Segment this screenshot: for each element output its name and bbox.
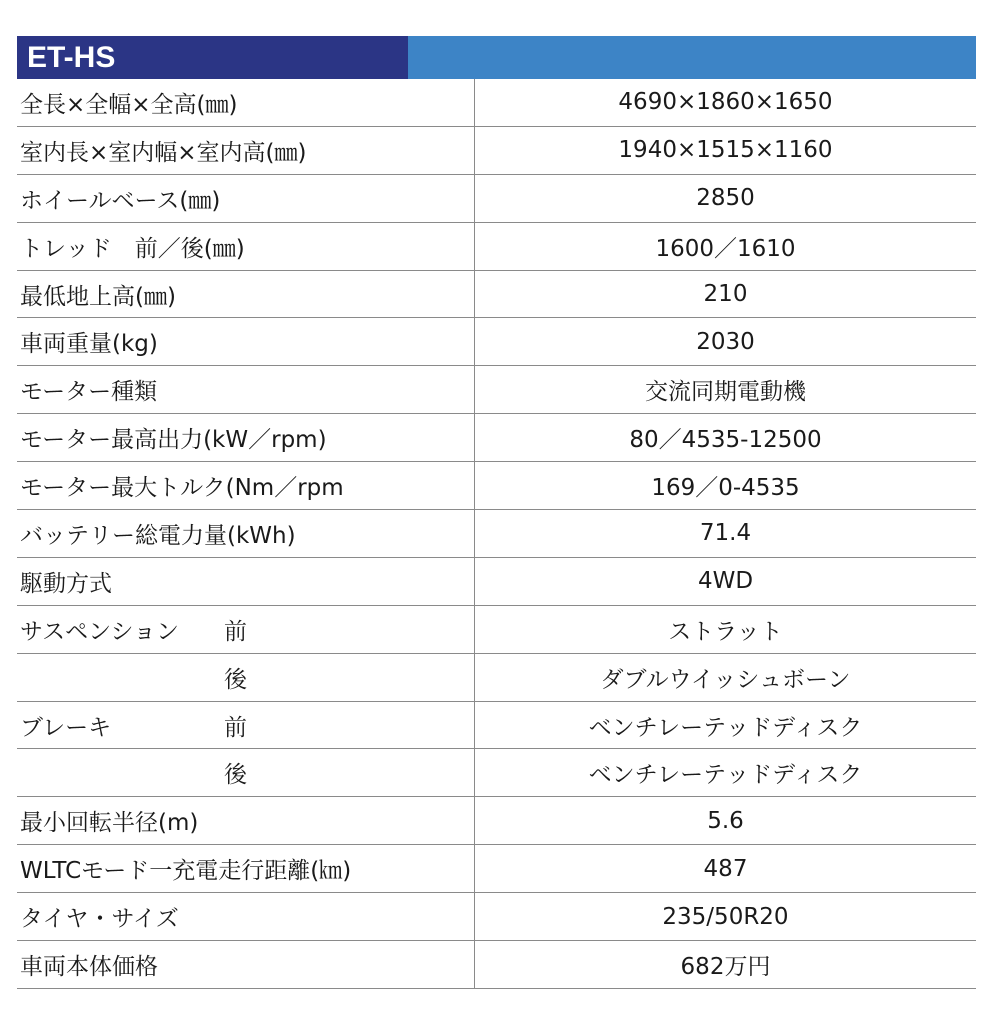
spec-label-cell (17, 414, 475, 461)
spec-sublabel: 前 (224, 714, 247, 741)
spec-value: 2030 (696, 328, 755, 355)
spec-header (17, 36, 976, 79)
spec-label: モーター種類 (20, 379, 158, 406)
model-title: ET-HS (17, 36, 408, 79)
spec-label: 全長×全幅×全高(㎜) (20, 91, 238, 118)
spec-value: 487 (703, 855, 748, 882)
spec-label-cell (17, 510, 475, 557)
spec-row (17, 271, 976, 319)
spec-value: 5.6 (707, 807, 744, 834)
spec-label: 最低地上高(㎜) (20, 283, 176, 310)
spec-row (17, 318, 976, 366)
spec-label: モーター最高出力(kW／rpm) (20, 427, 327, 454)
spec-rows (17, 79, 976, 989)
spec-label: トレッド 前／後(㎜) (20, 235, 245, 262)
spec-row (17, 606, 976, 654)
spec-value: 682万円 (680, 953, 771, 980)
spec-row (17, 654, 976, 702)
spec-row (17, 510, 976, 558)
spec-value: 2850 (696, 185, 755, 212)
spec-row (17, 175, 976, 223)
spec-label-cell (17, 462, 475, 509)
spec-label: ブレーキ (20, 714, 112, 741)
spec-label-cell (17, 606, 475, 653)
spec-label-cell (17, 79, 475, 126)
spec-label-cell (17, 702, 475, 749)
spec-sublabel: 後 (224, 666, 247, 693)
spec-label-cell (17, 558, 475, 605)
spec-row (17, 558, 976, 606)
spec-sublabel: 前 (224, 618, 247, 645)
spec-label: 車両本体価格 (20, 953, 158, 980)
spec-row (17, 845, 976, 893)
spec-value: ベンチレーテッドディスク (588, 714, 863, 741)
spec-value: 交流同期電動機 (645, 379, 806, 406)
spec-value: 80／4535-12500 (629, 427, 822, 454)
spec-row (17, 366, 976, 414)
spec-label: ホイールベース(㎜) (20, 187, 221, 214)
spec-value: 235/50R20 (662, 903, 789, 930)
spec-row (17, 749, 976, 797)
spec-row (17, 127, 976, 175)
spec-label-cell (17, 845, 475, 892)
spec-label-cell (17, 893, 475, 940)
spec-label-cell (17, 941, 475, 988)
spec-value: 169／0-4535 (651, 475, 800, 502)
spec-sublabel: 後 (224, 762, 247, 789)
spec-value: 1600／1610 (655, 235, 796, 262)
spec-label-cell (17, 127, 475, 174)
spec-label: 室内長×室内幅×室内高(㎜) (20, 139, 307, 166)
spec-label-cell (17, 654, 475, 701)
header-accent-bar (408, 36, 976, 79)
spec-row (17, 79, 976, 127)
spec-value: ストラット (668, 618, 783, 645)
spec-label-cell (17, 223, 475, 270)
spec-label-cell (17, 175, 475, 222)
spec-label: タイヤ・サイズ (20, 906, 179, 933)
spec-label: サスペンション (20, 618, 180, 645)
spec-value: 4WD (697, 568, 754, 595)
spec-label: 最小回転半径(m) (20, 810, 199, 837)
spec-row (17, 702, 976, 750)
spec-value: 71.4 (699, 520, 752, 547)
spec-label: 駆動方式 (20, 570, 112, 597)
spec-label-cell (17, 271, 475, 318)
spec-row (17, 462, 976, 510)
spec-value: 210 (703, 281, 748, 307)
spec-value: 4690×1860×1650 (618, 89, 833, 116)
spec-label: モーター最大トルク(Nm／rpm (20, 475, 344, 502)
spec-label-cell (17, 366, 475, 413)
spec-value: ベンチレーテッドディスク (588, 762, 863, 789)
spec-value: 1940×1515×1160 (618, 137, 833, 164)
spec-row (17, 223, 976, 271)
spec-label-cell (17, 318, 475, 365)
spec-row (17, 941, 976, 989)
spec-row (17, 414, 976, 462)
spec-value: ダブルウイッシュボーン (600, 666, 851, 693)
spec-row (17, 797, 976, 845)
spec-row (17, 893, 976, 941)
spec-label: 車両重量(kg) (20, 331, 158, 358)
spec-label-cell (17, 749, 475, 796)
spec-label-cell (17, 797, 475, 844)
spec-label: WLTCモード一充電走行距離(㎞) (20, 858, 352, 885)
spec-table (17, 36, 976, 989)
spec-label: バッテリー総電力量(kWh) (20, 522, 296, 549)
